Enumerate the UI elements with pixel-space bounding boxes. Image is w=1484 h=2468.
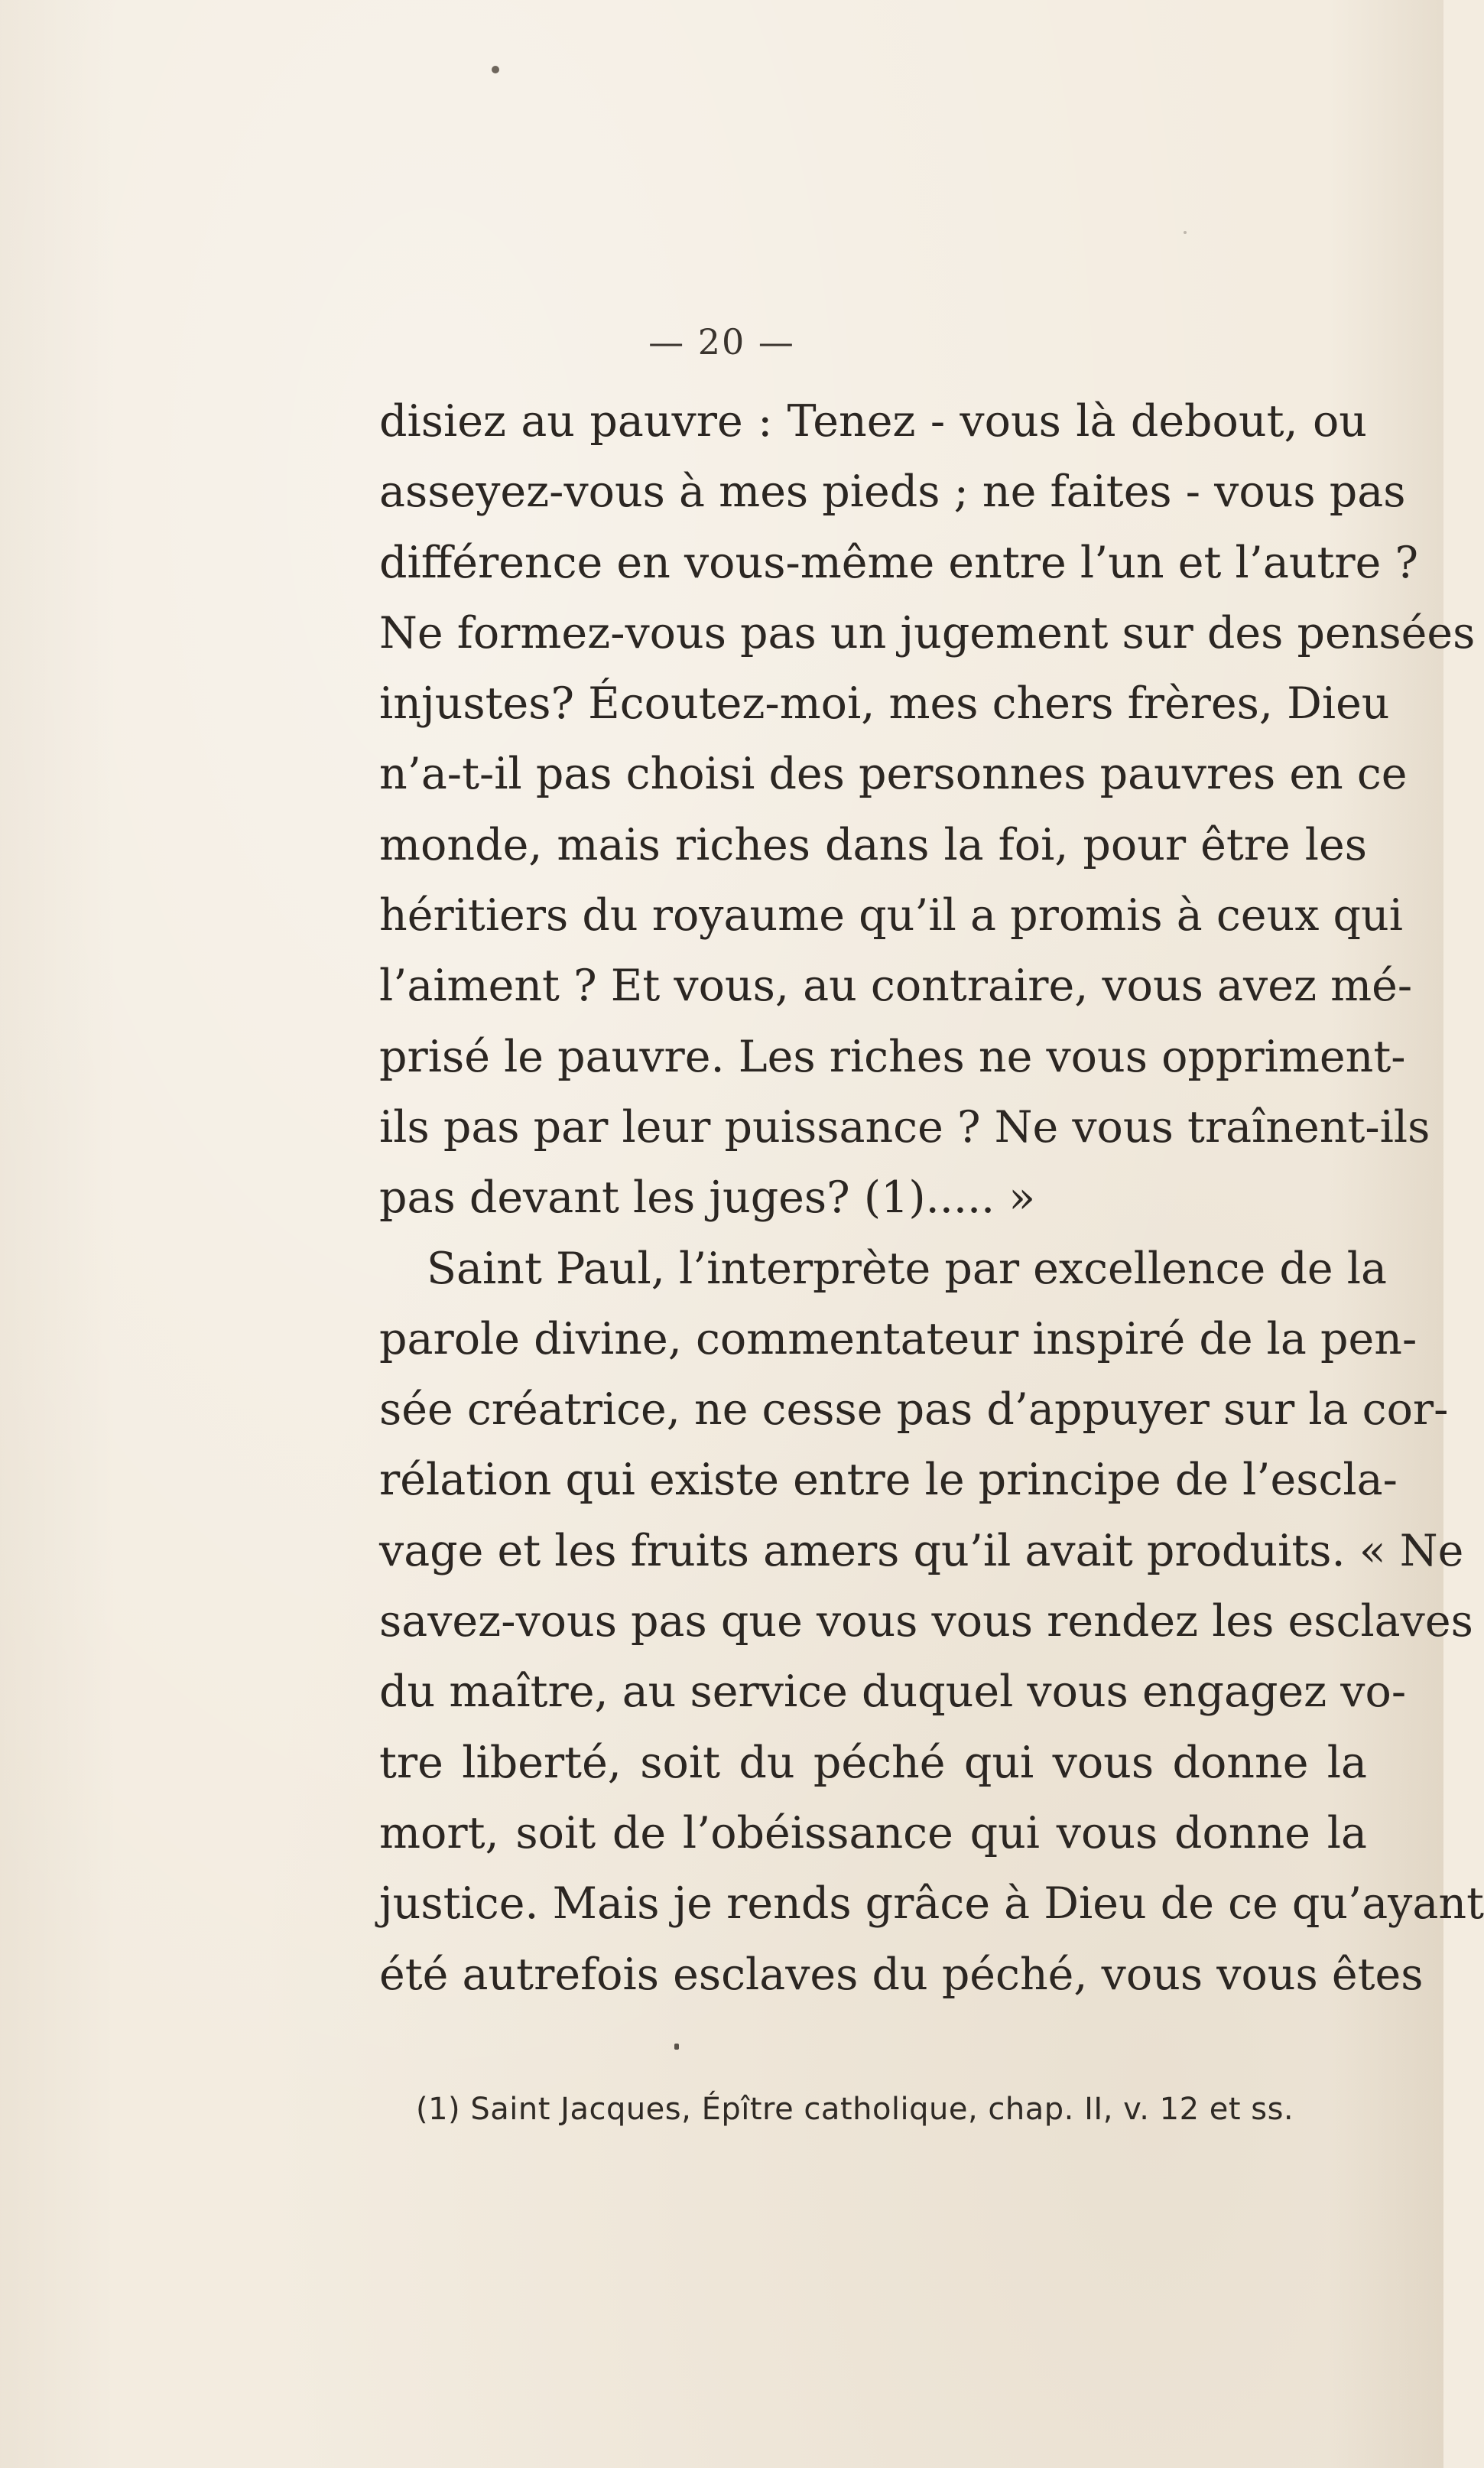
text-line: ils pas par leur puissance ? Ne vous traînent-ils: [379, 1101, 1430, 1153]
text-line: parole divine, commentateur inspiré de la pen-: [379, 1313, 1417, 1364]
footnote-separator-mark: [674, 2044, 679, 2050]
text-line: différence en vous-même entre l’un et l’autre ?: [379, 537, 1419, 588]
text-line: sée créatrice, ne cesse pas d’appuyer sur la cor-: [379, 1384, 1449, 1436]
text-line: héritiers du royaume qu’il a promis à ceux qui: [379, 890, 1403, 941]
text-line: du maître, au service duquel vous engagez vo-: [379, 1666, 1407, 1718]
text-line: savez-vous pas que vous vous rendez les esclaves: [379, 1596, 1473, 1647]
footnote: (1) Saint Jacques, Épître catholique, chap. II, v. 12 et ss.: [416, 2092, 1294, 2127]
text-line: Ne formez-vous pas un jugement sur des pensées: [379, 607, 1476, 658]
text-line: monde, mais riches dans la foi, pour être les: [379, 819, 1367, 870]
text-line: asseyez-vous à mes pieds ; ne faites - vous pas: [379, 467, 1406, 518]
text-line: n’a-t-il pas choisi des personnes pauvres en ce: [379, 749, 1408, 800]
text-line: Saint Paul, l’interprète par excellence de la: [427, 1243, 1387, 1294]
text-line: justice. Mais je rends grâce à Dieu de ce qu’ayant: [379, 1878, 1484, 1930]
paper-speck: [492, 66, 499, 73]
text-line: mort, soit de l’obéissance qui vous donne la: [379, 1807, 1367, 1858]
text-line: pas devant les juges? (1)..... »: [379, 1172, 1036, 1224]
text-line: rélation qui existe entre le principe de l’escla-: [379, 1455, 1398, 1506]
paper-speck: [1184, 231, 1187, 234]
text-line: injustes? Écoutez-moi, mes chers frères, Dieu: [379, 678, 1390, 730]
text-line: disiez au pauvre : Tenez - vous là debout, ou: [379, 396, 1367, 447]
body-text: [379, 386, 1484, 2010]
text-line: vage et les fruits amers qu’il avait produits. « Ne: [379, 1525, 1464, 1576]
text-line: prisé le pauvre. Les riches ne vous oppriment-: [379, 1031, 1406, 1082]
page-number-header: — 20 —: [648, 321, 795, 363]
text-line: tre liberté, soit du péché qui vous donne la: [379, 1737, 1367, 1788]
text-line: été autrefois esclaves du péché, vous vous êtes: [379, 1949, 1424, 2000]
text-line: l’aiment ? Et vous, au contraire, vous avez mé-: [379, 961, 1413, 1012]
